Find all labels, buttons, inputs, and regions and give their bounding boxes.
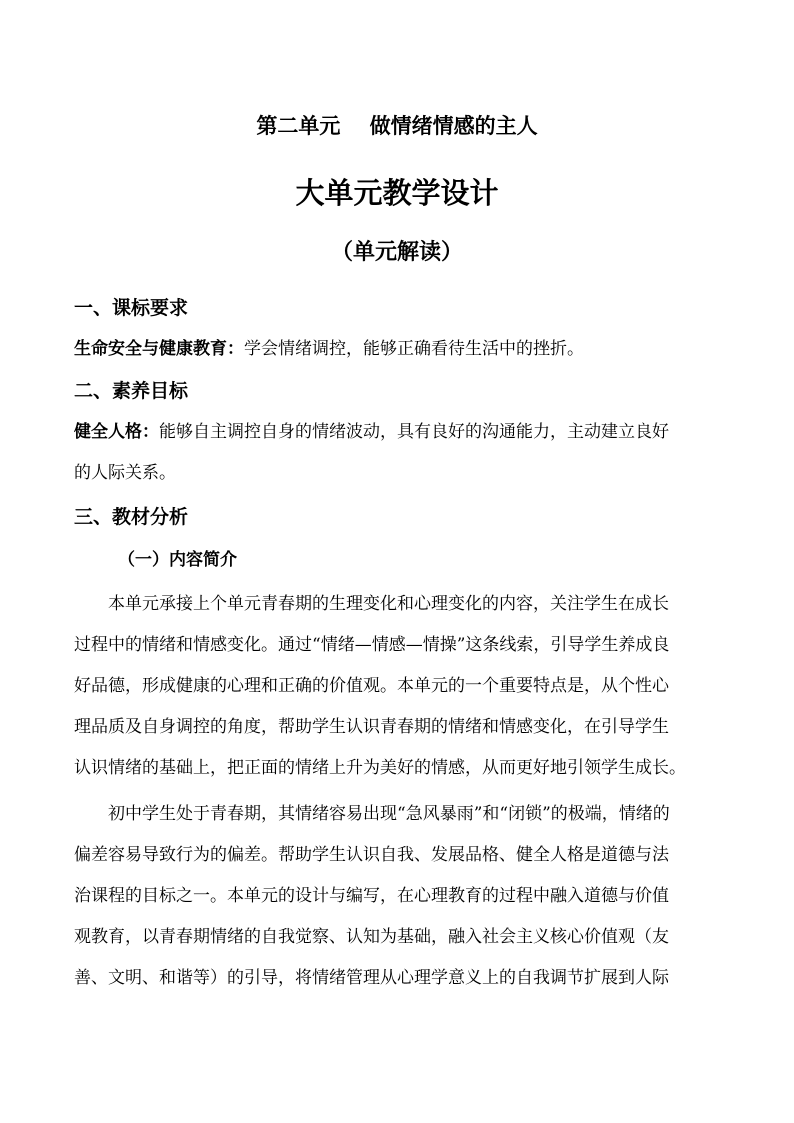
requirement-text: 学会情绪调控，能够正确看待生活中的挫折。 [244,339,584,359]
paragraph-line: 理品质及自身调控的角度，帮助学生认识青春期的情绪和情感变化，在引导学生 [74,717,669,737]
literacy-goal-line-2: 的人际关系。 [74,463,176,483]
paragraph-line: 认识情绪的基础上，把正面的情绪上升为美好的情感，从而更好地引领学生成长。 [74,758,686,778]
curriculum-requirement [74,334,720,364]
unit-title: 第二单元 做情绪情感的主人 [256,113,538,138]
paragraph-line: 观教育，以青春期情绪的自我觉察、认知为基础，融入社会主义核心价值观（友 [74,927,669,947]
paragraph-line: 本单元承接上个单元青春期的生理变化和心理变化的内容，关注学生在成长 [108,594,669,614]
paragraph-line: 初中学生处于青春期，其情绪容易出现“急风暴雨”和“闭锁”的极端，情绪的 [108,804,670,824]
requirement-label: 生命安全与健康教育： [74,339,244,359]
literacy-goal-line-1 [74,417,720,447]
paragraph-line: 善、文明、和谐等）的引导，将情绪管理从心理学意义上的自我调节扩展到人际 [74,968,669,988]
section-heading-literacy-goals: 二、素养目标 [74,380,189,402]
subheading-content-summary: （一）内容简介 [118,550,237,570]
goal-label: 健全人格： [74,422,159,442]
section-heading-curriculum: 一、课标要求 [74,297,189,319]
paragraph-line: 过程中的情绪和情感变化。通过“情绪—情感—情操”这条线索，引导学生养成良 [74,635,670,655]
goal-text-line: 能够自主调控自身的情绪波动，具有良好的沟通能力，主动建立良好 [159,422,669,442]
paragraph-line: 治课程的目标之一。本单元的设计与编写，在心理教育的过程中融入道德与价值 [74,886,669,906]
main-title: 大单元教学设计 [295,176,499,210]
subtitle: （单元解读） [330,239,463,265]
paragraph-line: 好品德，形成健康的心理和正确的价值观。本单元的一个重要特点是，从个性心 [74,676,669,696]
section-heading-textbook-analysis: 三、教材分析 [74,506,189,528]
paragraph-line: 偏差容易导致行为的偏差。帮助学生认识自我、发展品格、健全人格是道德与法 [74,845,669,865]
